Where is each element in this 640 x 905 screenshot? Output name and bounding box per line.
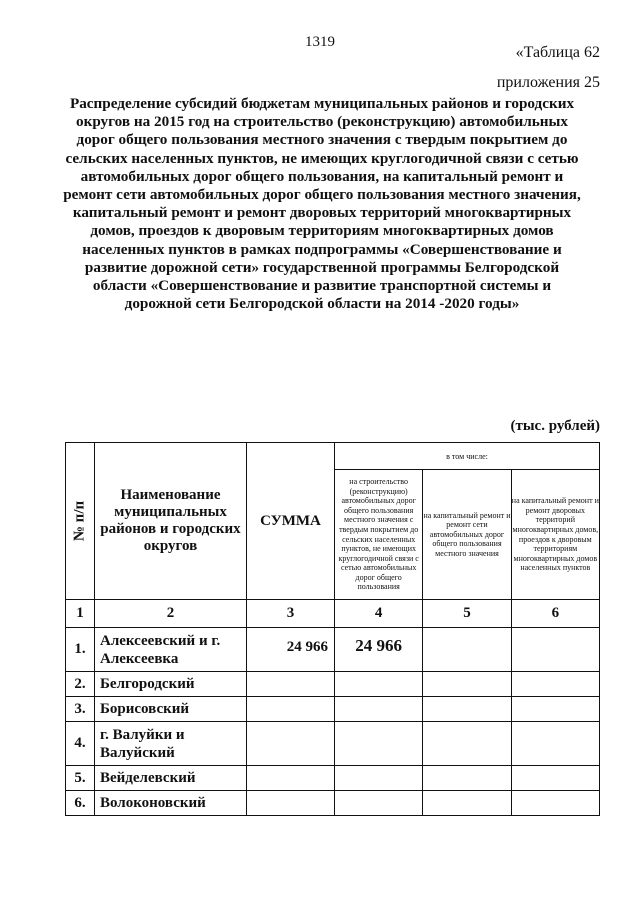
table-reference: «Таблица 62 [515, 44, 600, 61]
units-label: (тыс. рублей) [510, 418, 600, 434]
sum-value [247, 766, 335, 791]
district-name: Борисовский [95, 697, 247, 722]
road-repair-value [423, 722, 511, 766]
column-number: 6 [511, 600, 599, 628]
sum-value [247, 672, 335, 697]
table-row [66, 766, 600, 791]
sum-value: 24 966 [247, 628, 335, 672]
row-number: 1. [66, 628, 95, 672]
header-num [66, 443, 95, 600]
construction-value: 24 966 [335, 628, 423, 672]
table-row [66, 672, 600, 697]
column-number: 1 [66, 600, 95, 628]
row-number: 6. [66, 791, 95, 816]
row-number: 5. [66, 766, 95, 791]
district-name: Алексеевский и г. Алексеевка [95, 628, 247, 672]
yard-repair-value [511, 766, 599, 791]
yard-repair-value [511, 722, 599, 766]
column-number-row [66, 600, 600, 628]
road-repair-value [423, 672, 511, 697]
row-number: 3. [66, 697, 95, 722]
subsidy-table [65, 442, 600, 816]
district-name: Волоконовский [95, 791, 247, 816]
construction-value [335, 722, 423, 766]
sum-value [247, 791, 335, 816]
row-number: 2. [66, 672, 95, 697]
yard-repair-value [511, 697, 599, 722]
yard-repair-value [511, 791, 599, 816]
column-number: 2 [95, 600, 247, 628]
road-repair-value [423, 697, 511, 722]
header-construction: на строительство (реконструкцию) автомобильных дорог общего пользования местного значения с твердым покрытием до сельских населенных пунктов, не имеющих круглогодичной связи с сетью автомобильных дорог общего пользования [335, 470, 423, 600]
appendix-reference: приложения 25 [496, 74, 600, 91]
yard-repair-value [511, 672, 599, 697]
header-sum: СУММА [247, 443, 335, 600]
header-name: Наименование муниципальных районов и городских округов [95, 443, 247, 600]
road-repair-value [423, 791, 511, 816]
construction-value [335, 697, 423, 722]
header-road-repair: на капитальный ремонт и ремонт сети автомобильных дорог общего пользования местного значения [423, 470, 511, 600]
table-row [66, 722, 600, 766]
construction-value [335, 672, 423, 697]
page-number: 1319 [305, 34, 335, 50]
road-repair-value [423, 766, 511, 791]
column-number: 5 [423, 600, 511, 628]
header-including: в том числе: [335, 443, 600, 470]
table-row [66, 628, 600, 672]
header-yard-repair: на капитальный ремонт и ремонт дворовых территорий многоквартирных домов, проездов к дворовым территориям многоквартирных домов населенных пунктов [511, 470, 599, 600]
column-number: 3 [247, 600, 335, 628]
district-name: г. Валуйки и Валуйский [95, 722, 247, 766]
construction-value [335, 791, 423, 816]
district-name: Белгородский [95, 672, 247, 697]
table-row [66, 697, 600, 722]
sum-value [247, 697, 335, 722]
road-repair-value [423, 628, 511, 672]
construction-value [335, 766, 423, 791]
table-header-row [66, 443, 600, 470]
sum-value [247, 722, 335, 766]
column-number: 4 [335, 600, 423, 628]
document-title: Распределение субсидий бюджетам муниципальных районов и городских округов на 2015 год на строительство (реконструкцию) автомобильных дорог общего пользования местного значения с твердым покрытием до сельских населенных пунктов, не имеющих круглогодичной связи с сетью автомобильных дорог общего пользования, на капитальный ремонт и ремонт сети автомобильных дорог общего пользования местного значения, капитальный ремонт и ремонт дворовых территорий многоквартирных домов, проездов к дворовым территориям многоквартирных домов населенных пунктов в рамках подпрограммы «Совершенствование и развитие дорожной сети» государственной программы Белгородской области «Совершенствование и развитие транспортной системы и дорожной сети Белгородской области на 2014 -2020 годы» [63, 95, 581, 313]
yard-repair-value [511, 628, 599, 672]
row-number: 4. [66, 722, 95, 766]
header-num-label: № п/п [71, 500, 88, 542]
table-row [66, 791, 600, 816]
district-name: Вейделевский [95, 766, 247, 791]
